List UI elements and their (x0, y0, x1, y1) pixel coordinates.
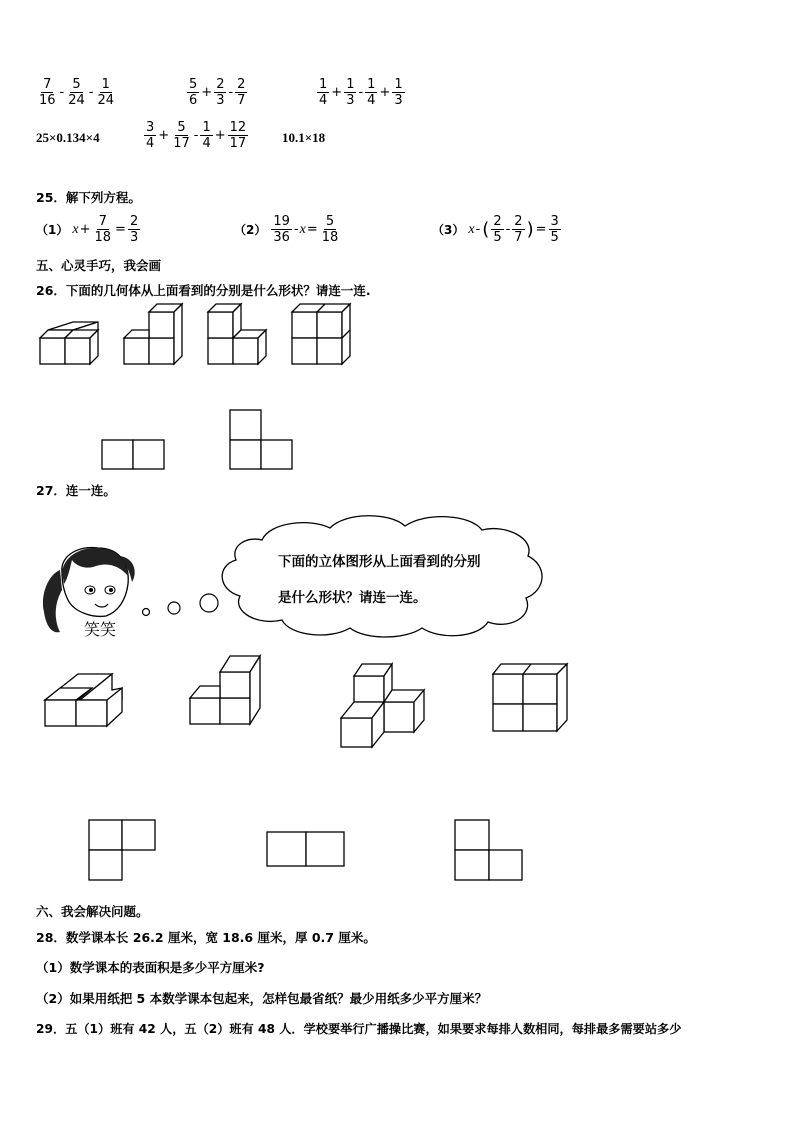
fraction: $\frac{1}{4}$ (367, 77, 376, 108)
top-view-2 (267, 832, 344, 866)
q28-part-2: （2）如果用纸把 5 本数学课本包起来，怎样包最省纸？最少用纸多少平方厘米？ (36, 991, 488, 1006)
equation-1: （1） x + $\frac{7}{18}$ = $\frac{2}{3}$ (36, 214, 139, 245)
section-6-heading: 六、我会解决问题。 (36, 904, 149, 919)
fraction: $\frac{5}{24}$ (68, 77, 85, 108)
section-5-heading: 五、心灵手巧，我会画 (36, 258, 162, 273)
solid-a (45, 674, 122, 726)
fraction: $\frac{1}{24}$ (97, 77, 115, 108)
fraction: $\frac{2}{7}$ (237, 77, 246, 108)
fraction: $\frac{2}{3}$ (216, 77, 225, 108)
q27-title: 27．连一连。 (36, 483, 116, 498)
q28-title: 28．数学课本长 26.2 厘米，宽 18.6 厘米，厚 0.7 厘米。 (36, 930, 376, 945)
fraction: $\frac{1}{4}$ (319, 77, 328, 108)
q29-title: 29．五（1）班有 42 人，五（2）班有 48 人．学校要举行广播操比赛，如果要求每排人数相同，每排最多需要站多少 (36, 1022, 682, 1036)
fraction: $\frac{5}{17}$ (173, 120, 190, 151)
fraction: $\frac{5}{6}$ (189, 77, 198, 108)
fraction: $\frac{1}{3}$ (394, 77, 403, 108)
top-view-1 (89, 820, 155, 880)
cloud-text-line-1: 下面的立体图形从上面看到的分别 (278, 554, 481, 570)
q28-part-1: （1）数学课本的表面积是多少平方厘米? (36, 960, 265, 975)
fraction: $\frac{5}{18}$ (321, 214, 339, 245)
q26-title: 26．下面的几何体从上面看到的分别是什么形状？请连一连. (36, 283, 371, 298)
cloud-text-line-2: 是什么形状？请连一连。 (278, 590, 427, 606)
girl-name-label: 笑笑 (84, 620, 117, 639)
fraction: $\frac{7}{16}$ (39, 77, 56, 108)
fraction: $\frac{19}{36}$ (273, 214, 290, 245)
fraction: $\frac{7}{18}$ (94, 214, 112, 245)
fraction: $\frac{12}{17}$ (229, 120, 247, 151)
fraction: $\frac{3}{5}$ (550, 214, 559, 245)
equation-3: （3） x - ( $\frac{2}{5}$ - $\frac{2}{7}$ ) = $\frac{3}{5}$ (432, 214, 559, 245)
fraction: $\frac{2}{7}$ (514, 214, 523, 245)
calc-expression-5: $\frac{3}{4}$ + $\frac{5}{17}$ - $\frac{1}{4}$ + $\frac{12}{17}$ (146, 120, 247, 151)
calc-expression-3: $\frac{1}{4}$ + $\frac{1}{3}$ - $\frac{1}{4}$ + $\frac{1}{3}$ (319, 77, 403, 108)
fraction: $\frac{1}{4}$ (202, 120, 211, 151)
top-view-3 (455, 820, 522, 880)
fraction: $\frac{1}{3}$ (346, 77, 355, 108)
calc-expression-6: 10.1×18 (282, 130, 326, 145)
fraction: $\frac{3}{4}$ (146, 120, 155, 151)
solid-c (341, 664, 424, 747)
calc-expression-1: $\frac{7}{16}$ - $\frac{5}{24}$ - $\frac{1}{24}$ (39, 77, 115, 108)
q25-title: 25．解下列方程。 (36, 190, 141, 205)
calc-expression-2: $\frac{5}{6}$ + $\frac{2}{3}$ - $\frac{2}{7}$ (189, 77, 246, 108)
equation-2: （2） $\frac{19}{36}$ - x = $\frac{5}{18}$ (234, 214, 339, 245)
fraction: $\frac{2}{5}$ (493, 214, 502, 245)
solid-d (493, 664, 567, 731)
fraction: $\frac{2}{3}$ (129, 214, 139, 245)
calc-expression-4: 25×0.134×4 (36, 130, 100, 145)
solid-b (190, 656, 260, 724)
